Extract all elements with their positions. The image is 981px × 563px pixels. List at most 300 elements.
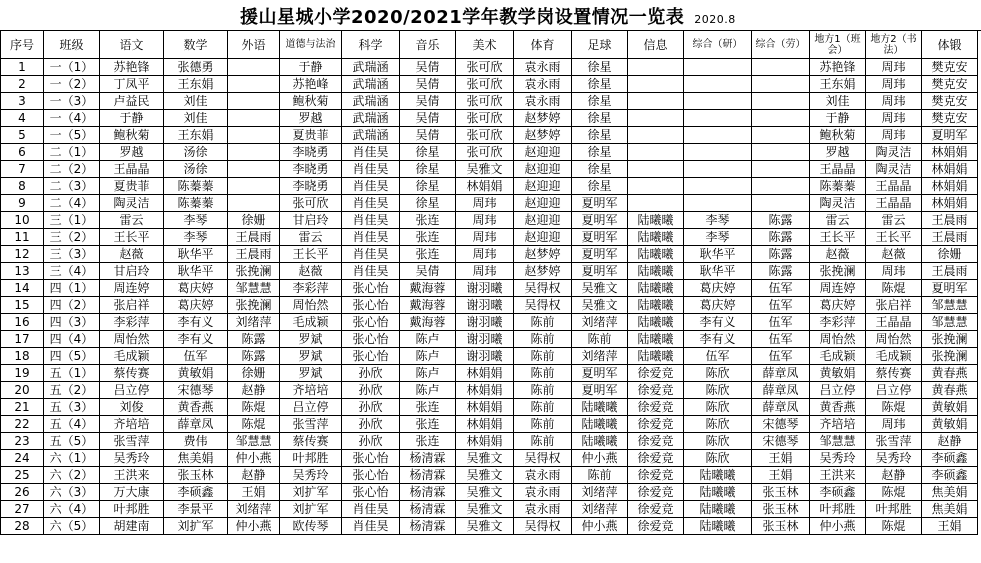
table-cell[interactable]: 伍军	[684, 348, 752, 365]
table-cell[interactable]: 张连	[400, 433, 456, 450]
table-cell[interactable]: 袁永雨	[514, 501, 572, 518]
table-cell[interactable]: 谢羽曦	[456, 280, 514, 297]
table-cell[interactable]: 王晨雨	[922, 212, 978, 229]
table-cell[interactable]: 李琴	[684, 229, 752, 246]
table-cell[interactable]	[228, 161, 280, 178]
table-cell[interactable]: 陆曦曦	[628, 229, 684, 246]
table-cell[interactable]	[684, 144, 752, 161]
table-cell[interactable]: 鲍秋菊	[280, 93, 342, 110]
table-cell[interactable]: 吴得权	[514, 297, 572, 314]
table-cell[interactable]: 谢羽曦	[456, 297, 514, 314]
table-cell[interactable]: 张玉林	[752, 484, 810, 501]
table-cell[interactable]	[228, 144, 280, 161]
table-cell[interactable]: 张心怡	[342, 348, 400, 365]
table-cell[interactable]: 王晨雨	[228, 246, 280, 263]
table-cell[interactable]: 吴倩	[400, 110, 456, 127]
table-cell[interactable]: 夏明军	[572, 263, 628, 280]
table-cell[interactable]: 周怡然	[810, 331, 866, 348]
table-cell[interactable]: 陈卢	[400, 382, 456, 399]
table-cell[interactable]: 周怡然	[100, 331, 164, 348]
table-cell[interactable]: 28	[1, 518, 44, 535]
table-cell[interactable]: 陈蓁蓁	[164, 178, 228, 195]
table-cell[interactable]	[684, 93, 752, 110]
table-cell[interactable]: 一（2）	[44, 76, 100, 93]
table-cell[interactable]: 李景平	[164, 501, 228, 518]
table-cell[interactable]: 刘佳	[810, 93, 866, 110]
table-cell[interactable]: 赵静	[228, 467, 280, 484]
table-cell[interactable]: 赵梦婷	[514, 263, 572, 280]
table-cell[interactable]: 肖佳昊	[342, 161, 400, 178]
table-cell[interactable]: 21	[1, 399, 44, 416]
table-cell[interactable]: 张连	[400, 399, 456, 416]
table-cell[interactable]: 赵静	[228, 382, 280, 399]
table-cell[interactable]: 汤徐	[164, 161, 228, 178]
table-cell[interactable]: 陈焜	[866, 518, 922, 535]
table-cell[interactable]	[752, 127, 810, 144]
table-cell[interactable]: 刘绪萍	[572, 501, 628, 518]
table-cell[interactable]: 吴雅文	[572, 297, 628, 314]
table-cell[interactable]: 赵薇	[810, 246, 866, 263]
table-cell[interactable]: 吴得权	[514, 518, 572, 535]
table-cell[interactable]: 陈卢	[400, 348, 456, 365]
table-cell[interactable]: 宋德琴	[752, 416, 810, 433]
table-cell[interactable]	[628, 178, 684, 195]
table-cell[interactable]: 陆曦曦	[684, 518, 752, 535]
table-cell[interactable]	[684, 195, 752, 212]
table-cell[interactable]: 李琴	[164, 212, 228, 229]
table-cell[interactable]: 周玮	[456, 263, 514, 280]
table-cell[interactable]: 苏艳锋	[810, 59, 866, 76]
table-cell[interactable]: 宋德琴	[164, 382, 228, 399]
table-cell[interactable]: 陈前	[514, 382, 572, 399]
table-cell[interactable]: 王东娟	[164, 127, 228, 144]
table-cell[interactable]: 于静	[100, 110, 164, 127]
table-cell[interactable]: 陈欣	[684, 450, 752, 467]
table-cell[interactable]: 王洪来	[810, 467, 866, 484]
table-cell[interactable]: 张玉林	[752, 501, 810, 518]
table-cell[interactable]: 张雪萍	[280, 416, 342, 433]
table-cell[interactable]: 王晶晶	[810, 161, 866, 178]
table-cell[interactable]: 杨清霖	[400, 501, 456, 518]
table-cell[interactable]: 李硕鑫	[164, 484, 228, 501]
table-cell[interactable]: 六（4）	[44, 501, 100, 518]
table-cell[interactable]: 陈焜	[228, 399, 280, 416]
table-cell[interactable]: 陆曦曦	[572, 416, 628, 433]
column-header[interactable]: 足球	[572, 31, 628, 59]
table-cell[interactable]: 薛章凤	[164, 416, 228, 433]
table-cell[interactable]: 李晓勇	[280, 144, 342, 161]
table-cell[interactable]	[628, 59, 684, 76]
column-header[interactable]: 外语	[228, 31, 280, 59]
table-cell[interactable]: 肖佳昊	[342, 501, 400, 518]
table-cell[interactable]: 张可欣	[456, 93, 514, 110]
column-header[interactable]: 语文	[100, 31, 164, 59]
table-cell[interactable]: 3	[1, 93, 44, 110]
table-cell[interactable]: 陆曦曦	[628, 280, 684, 297]
table-cell[interactable]: 于静	[810, 110, 866, 127]
table-cell[interactable]	[628, 144, 684, 161]
table-cell[interactable]: 张挽澜	[228, 263, 280, 280]
table-cell[interactable]: 周玮	[456, 195, 514, 212]
table-cell[interactable]: 袁永雨	[514, 93, 572, 110]
table-cell[interactable]: 夏明军	[922, 280, 978, 297]
table-cell[interactable]: 徐爱竞	[628, 518, 684, 535]
table-cell[interactable]: 张启祥	[100, 297, 164, 314]
table-cell[interactable]: 周玮	[456, 229, 514, 246]
table-cell[interactable]: 焦美娟	[164, 450, 228, 467]
table-cell[interactable]: 王长平	[100, 229, 164, 246]
table-cell[interactable]: 赵静	[922, 433, 978, 450]
table-cell[interactable]: 徐星	[572, 144, 628, 161]
table-cell[interactable]: 樊克安	[922, 76, 978, 93]
table-cell[interactable]: 耿华平	[164, 263, 228, 280]
table-cell[interactable]: 肖佳昊	[342, 212, 400, 229]
table-cell[interactable]: 张连	[400, 416, 456, 433]
table-cell[interactable]: 徐爱竞	[628, 501, 684, 518]
table-cell[interactable]: 杨清霖	[400, 450, 456, 467]
table-cell[interactable]: 徐姗	[922, 246, 978, 263]
table-cell[interactable]: 陶灵洁	[866, 161, 922, 178]
table-cell[interactable]: 徐星	[572, 59, 628, 76]
table-cell[interactable]: 陈露	[752, 212, 810, 229]
table-cell[interactable]: 刘绪萍	[228, 501, 280, 518]
table-cell[interactable]: 张玉林	[752, 518, 810, 535]
table-cell[interactable]: 陶灵洁	[100, 195, 164, 212]
table-cell[interactable]: 夏贵菲	[100, 178, 164, 195]
table-cell[interactable]: 罗斌	[280, 348, 342, 365]
table-cell[interactable]: 陆曦曦	[684, 501, 752, 518]
table-cell[interactable]: 谢羽曦	[456, 331, 514, 348]
table-cell[interactable]: 罗越	[280, 110, 342, 127]
table-cell[interactable]	[684, 178, 752, 195]
table-cell[interactable]: 胡建南	[100, 518, 164, 535]
table-cell[interactable]: 徐爱竞	[628, 399, 684, 416]
table-cell[interactable]: 四（4）	[44, 331, 100, 348]
table-cell[interactable]: 黄春燕	[922, 365, 978, 382]
table-cell[interactable]: 肖佳昊	[342, 178, 400, 195]
table-cell[interactable]: 四（1）	[44, 280, 100, 297]
table-cell[interactable]: 夏贵菲	[280, 127, 342, 144]
table-cell[interactable]: 25	[1, 467, 44, 484]
table-cell[interactable]: 陆曦曦	[628, 212, 684, 229]
table-cell[interactable]: 张可欣	[456, 110, 514, 127]
table-cell[interactable]: 王晶晶	[866, 314, 922, 331]
table-cell[interactable]: 林娟娟	[922, 144, 978, 161]
table-cell[interactable]: 五（2）	[44, 382, 100, 399]
table-cell[interactable]: 樊克安	[922, 110, 978, 127]
table-cell[interactable]: 陶灵洁	[810, 195, 866, 212]
table-cell[interactable]: 陆曦曦	[684, 467, 752, 484]
table-cell[interactable]: 葛庆婷	[684, 297, 752, 314]
table-cell[interactable]: 张连	[400, 212, 456, 229]
table-cell[interactable]: 王娟	[752, 467, 810, 484]
table-cell[interactable]: 李硕鑫	[922, 467, 978, 484]
table-cell[interactable]: 薛章凤	[752, 399, 810, 416]
table-cell[interactable]: 李有义	[684, 331, 752, 348]
table-cell[interactable]: 赵薇	[866, 246, 922, 263]
table-cell[interactable]: 徐爱竞	[628, 433, 684, 450]
table-cell[interactable]: 陈焜	[866, 280, 922, 297]
table-cell[interactable]: 吴得权	[514, 280, 572, 297]
table-cell[interactable]: 19	[1, 365, 44, 382]
table-cell[interactable]: 徐爱竞	[628, 365, 684, 382]
table-cell[interactable]: 赵梦婷	[514, 246, 572, 263]
table-cell[interactable]: 周玮	[866, 59, 922, 76]
table-cell[interactable]: 陈欣	[684, 365, 752, 382]
table-cell[interactable]: 赵迎迎	[514, 178, 572, 195]
table-cell[interactable]: 四（5）	[44, 348, 100, 365]
table-cell[interactable]: 李有义	[164, 331, 228, 348]
table-cell[interactable]: 王晨雨	[922, 263, 978, 280]
table-cell[interactable]: 伍军	[752, 314, 810, 331]
table-cell[interactable]: 赵薇	[100, 246, 164, 263]
table-cell[interactable]	[684, 110, 752, 127]
table-cell[interactable]: 陈前	[514, 433, 572, 450]
table-cell[interactable]: 1	[1, 59, 44, 76]
table-cell[interactable]: 23	[1, 433, 44, 450]
table-cell[interactable]: 李彩萍	[280, 280, 342, 297]
table-cell[interactable]: 黄敏娟	[810, 365, 866, 382]
table-cell[interactable]: 肖佳昊	[342, 263, 400, 280]
table-cell[interactable]: 徐爱竞	[628, 450, 684, 467]
table-cell[interactable]: 张玉林	[164, 467, 228, 484]
table-cell[interactable]: 赵薇	[280, 263, 342, 280]
table-cell[interactable]: 肖佳昊	[342, 195, 400, 212]
table-cell[interactable]: 仲小燕	[228, 450, 280, 467]
table-cell[interactable]: 戴海蓉	[400, 297, 456, 314]
table-cell[interactable]: 赵迎迎	[514, 195, 572, 212]
table-cell[interactable]: 三（3）	[44, 246, 100, 263]
table-cell[interactable]: 吴雅文	[456, 501, 514, 518]
table-cell[interactable]: 四（2）	[44, 297, 100, 314]
table-cell[interactable]: 陈露	[752, 263, 810, 280]
table-cell[interactable]: 雷云	[866, 212, 922, 229]
table-cell[interactable]: 夏明军	[572, 195, 628, 212]
table-cell[interactable]: 陈欣	[684, 416, 752, 433]
table-cell[interactable]: 周玮	[866, 416, 922, 433]
table-cell[interactable]	[628, 195, 684, 212]
table-cell[interactable]: 6	[1, 144, 44, 161]
table-cell[interactable]: 吴倩	[400, 59, 456, 76]
table-cell[interactable]	[628, 93, 684, 110]
table-cell[interactable]	[684, 59, 752, 76]
table-cell[interactable]: 陈前	[514, 365, 572, 382]
table-cell[interactable]: 夏明军	[572, 246, 628, 263]
table-cell[interactable]	[684, 161, 752, 178]
table-cell[interactable]: 雷云	[100, 212, 164, 229]
table-cell[interactable]: 陆曦曦	[628, 297, 684, 314]
table-cell[interactable]: 陆曦曦	[628, 331, 684, 348]
table-cell[interactable]: 卢益民	[100, 93, 164, 110]
table-cell[interactable]: 齐培培	[280, 382, 342, 399]
table-cell[interactable]: 徐星	[400, 178, 456, 195]
table-cell[interactable]: 周玮	[456, 246, 514, 263]
table-cell[interactable]: 伍军	[752, 280, 810, 297]
table-cell[interactable]: 叶邦胜	[866, 501, 922, 518]
table-cell[interactable]: 罗越	[810, 144, 866, 161]
table-cell[interactable]: 赵梦婷	[514, 110, 572, 127]
table-cell[interactable]: 甘启玲	[100, 263, 164, 280]
table-cell[interactable]: 李彩萍	[810, 314, 866, 331]
table-cell[interactable]: 樊克安	[922, 93, 978, 110]
table-cell[interactable]	[628, 76, 684, 93]
table-cell[interactable]: 赵迎迎	[514, 229, 572, 246]
table-cell[interactable]: 叶邦胜	[280, 450, 342, 467]
table-cell[interactable]: 王娟	[752, 450, 810, 467]
table-cell[interactable]: 张连	[400, 229, 456, 246]
table-cell[interactable]: 陈卢	[400, 331, 456, 348]
table-cell[interactable]: 李有义	[684, 314, 752, 331]
table-cell[interactable]: 陈欣	[684, 433, 752, 450]
table-cell[interactable]	[228, 93, 280, 110]
table-cell[interactable]: 伍军	[752, 348, 810, 365]
table-cell[interactable]	[228, 195, 280, 212]
table-cell[interactable]: 张挽澜	[922, 348, 978, 365]
table-cell[interactable]: 周玮	[866, 76, 922, 93]
table-cell[interactable]: 欧传琴	[280, 518, 342, 535]
table-cell[interactable]: 二（2）	[44, 161, 100, 178]
table-cell[interactable]: 周怡然	[866, 331, 922, 348]
table-cell[interactable]: 陈蓁蓁	[164, 195, 228, 212]
table-cell[interactable]: 耿华平	[684, 246, 752, 263]
table-cell[interactable]: 吴得权	[514, 450, 572, 467]
table-cell[interactable]: 夏明军	[922, 127, 978, 144]
table-cell[interactable]: 邹慧慧	[810, 433, 866, 450]
table-cell[interactable]: 徐爱竞	[628, 467, 684, 484]
table-cell[interactable]: 吕立停	[866, 382, 922, 399]
table-cell[interactable]: 五（4）	[44, 416, 100, 433]
table-cell[interactable]: 二（3）	[44, 178, 100, 195]
table-cell[interactable]: 一（3）	[44, 93, 100, 110]
table-cell[interactable]: 汤徐	[164, 144, 228, 161]
table-cell[interactable]: 三（1）	[44, 212, 100, 229]
column-header[interactable]: 序号	[1, 31, 44, 59]
table-cell[interactable]: 罗斌	[280, 331, 342, 348]
table-cell[interactable]	[228, 76, 280, 93]
table-cell[interactable]	[752, 178, 810, 195]
table-cell[interactable]: 徐星	[572, 93, 628, 110]
table-cell[interactable]	[752, 110, 810, 127]
table-cell[interactable]: 宋德琴	[752, 433, 810, 450]
table-cell[interactable]: 葛庆婷	[164, 280, 228, 297]
table-cell[interactable]: 徐星	[572, 76, 628, 93]
table-cell[interactable]: 张雪萍	[866, 433, 922, 450]
table-cell[interactable]: 三（2）	[44, 229, 100, 246]
table-cell[interactable]: 张德勇	[164, 59, 228, 76]
table-cell[interactable]: 葛庆婷	[164, 297, 228, 314]
table-cell[interactable]: 蔡传赛	[100, 365, 164, 382]
table-cell[interactable]: 葛庆婷	[684, 280, 752, 297]
table-cell[interactable]: 刘绪萍	[228, 314, 280, 331]
table-cell[interactable]: 李彩萍	[100, 314, 164, 331]
table-cell[interactable]: 张启祥	[866, 297, 922, 314]
table-cell[interactable]: 叶邦胜	[100, 501, 164, 518]
table-cell[interactable]: 张挽澜	[810, 263, 866, 280]
table-cell[interactable]: 武瑞涵	[342, 93, 400, 110]
table-cell[interactable]: 周玮	[866, 110, 922, 127]
table-cell[interactable]: 黄春燕	[922, 382, 978, 399]
table-cell[interactable]	[228, 110, 280, 127]
table-cell[interactable]: 夏明军	[572, 365, 628, 382]
column-header[interactable]: 科学	[342, 31, 400, 59]
table-cell[interactable]: 仲小燕	[572, 518, 628, 535]
table-cell[interactable]: 陆曦曦	[628, 263, 684, 280]
table-cell[interactable]: 刘绪萍	[572, 314, 628, 331]
table-cell[interactable]: 赵迎迎	[514, 144, 572, 161]
table-cell[interactable]: 袁永雨	[514, 59, 572, 76]
table-cell[interactable]: 刘绪萍	[572, 348, 628, 365]
table-cell[interactable]: 张心怡	[342, 484, 400, 501]
column-header[interactable]: 班级	[44, 31, 100, 59]
table-cell[interactable]: 9	[1, 195, 44, 212]
table-cell[interactable]: 陆曦曦	[628, 348, 684, 365]
table-cell[interactable]: 陆曦曦	[572, 399, 628, 416]
table-cell[interactable]: 张可欣	[456, 76, 514, 93]
table-cell[interactable]: 黄香燕	[164, 399, 228, 416]
table-cell[interactable]: 26	[1, 484, 44, 501]
column-header[interactable]: 数学	[164, 31, 228, 59]
table-cell[interactable]: 徐星	[400, 161, 456, 178]
table-cell[interactable]: 吴倩	[400, 263, 456, 280]
sheet-title[interactable]	[240, 3, 736, 29]
table-cell[interactable]: 吴雅文	[456, 484, 514, 501]
table-cell[interactable]	[228, 127, 280, 144]
table-cell[interactable]	[752, 195, 810, 212]
table-cell[interactable]: 张心怡	[342, 467, 400, 484]
table-cell[interactable]: 张挽澜	[228, 297, 280, 314]
table-cell[interactable]: 孙欣	[342, 382, 400, 399]
table-cell[interactable]: 王晶晶	[866, 178, 922, 195]
table-cell[interactable]: 吴秀玲	[810, 450, 866, 467]
table-cell[interactable]: 三（4）	[44, 263, 100, 280]
table-cell[interactable]: 22	[1, 416, 44, 433]
table-cell[interactable]: 陆曦曦	[684, 484, 752, 501]
table-cell[interactable]: 陆曦曦	[628, 246, 684, 263]
table-cell[interactable]: 徐星	[400, 144, 456, 161]
table-cell[interactable]: 20	[1, 382, 44, 399]
table-cell[interactable]: 杨清霖	[400, 467, 456, 484]
table-cell[interactable]: 吴倩	[400, 93, 456, 110]
table-cell[interactable]: 六（5）	[44, 518, 100, 535]
table-cell[interactable]: 吕立停	[810, 382, 866, 399]
table-cell[interactable]: 毛成颖	[866, 348, 922, 365]
table-cell[interactable]: 吴雅文	[572, 280, 628, 297]
table-cell[interactable]: 费伟	[164, 433, 228, 450]
table-cell[interactable]: 孙欣	[342, 399, 400, 416]
table-cell[interactable]: 张雪萍	[100, 433, 164, 450]
table-cell[interactable]: 戴海蓉	[400, 280, 456, 297]
table-cell[interactable]: 张可欣	[456, 59, 514, 76]
table-cell[interactable]: 张可欣	[456, 144, 514, 161]
table-cell[interactable]: 薛章凤	[752, 382, 810, 399]
table-cell[interactable]: 邹慧慧	[922, 297, 978, 314]
table-cell[interactable]: 陈露	[228, 331, 280, 348]
table-cell[interactable]: 孙欣	[342, 416, 400, 433]
table-cell[interactable]: 陈焜	[866, 399, 922, 416]
table-cell[interactable]: 刘绪萍	[572, 484, 628, 501]
table-cell[interactable]: 张心怡	[342, 450, 400, 467]
table-cell[interactable]: 陈欣	[684, 382, 752, 399]
column-header[interactable]: 道德与法治	[280, 31, 342, 59]
table-cell[interactable]: 毛成颖	[280, 314, 342, 331]
table-cell[interactable]: 吕立停	[280, 399, 342, 416]
table-cell[interactable]: 李硕鑫	[922, 450, 978, 467]
table-cell[interactable]: 五（1）	[44, 365, 100, 382]
table-cell[interactable]: 陈露	[752, 246, 810, 263]
table-cell[interactable]: 谢羽曦	[456, 348, 514, 365]
table-cell[interactable]: 罗斌	[280, 365, 342, 382]
table-cell[interactable]: 李晓勇	[280, 161, 342, 178]
